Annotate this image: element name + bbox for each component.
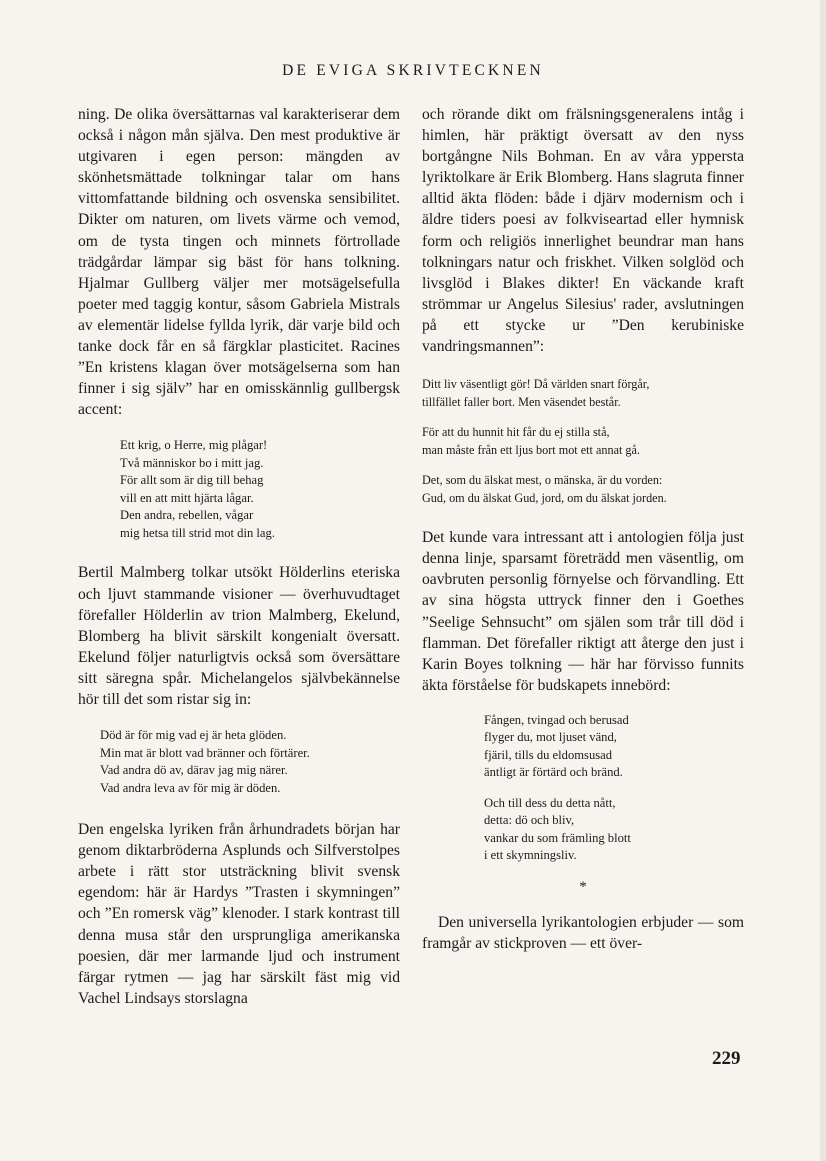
poem-line: i ett skymningsliv.	[484, 848, 577, 863]
poem-line: Det, som du älskat mest, o mänska, är du vorden:	[422, 473, 663, 488]
poem-line: tillfället faller bort. Men väsendet består.	[422, 394, 621, 409]
poem-line: mig hetsa till strid mot din lag.	[120, 525, 275, 540]
poem-line: vankar du som främling blott	[484, 830, 631, 845]
poem-line: Två människor bo i mitt jag.	[120, 455, 264, 470]
poem-line: äntligt är förtärd och bränd.	[484, 765, 623, 780]
poem-line: man måste från ett ljus bort mot ett annat gå.	[422, 442, 640, 457]
poem-line: Vad andra leva av för mig är döden.	[100, 780, 281, 795]
paragraph: Bertil Malmberg tolkar utsökt Hölderlins eteriska och ljuvt stammande visioner — överhuvudtaget förefaller Hölderlin av trion Malmberg, Ekelund, Blomberg ha blivit särskilt kongenialt översatt. Ekelund följer naturligtvis också som översättare sitt säregna spår. Michelangelos självbekännelse hör till det som ristar sig in:	[78, 564, 400, 708]
left-column	[78, 104, 400, 1009]
right-column	[422, 104, 744, 954]
poem-line: Ditt liv väsentligt gör! Då världen snart förgår,	[422, 377, 650, 392]
poem-line: Gud, om du älskat Gud, jord, om du älskat jorden.	[422, 490, 667, 505]
poem-block	[120, 437, 400, 542]
poem-block	[484, 712, 744, 865]
poem-block	[422, 376, 744, 507]
paragraph: Den universella lyrikantologien erbjuder — som framgår av stickproven — ett över-	[422, 913, 744, 952]
poem-line: Död är för mig vad ej är heta glöden.	[100, 728, 287, 743]
section-separator: *	[579, 878, 587, 895]
paragraph: ning. De olika översättarnas val karakteriserar dem också i någon mån själva. Den mest produktive är utgivaren i egen person: mängden av skönhetsmättade tolkningar talar om hans vittomfattande bildning och osvenska sensibilitet. Dikter om naturen, om livets värme och vemod, om de tysta tingen och minnets förtrollade trädgårdar lämpar sig bäst för hans tolkning. Hjalmar Gullberg väljer mer motsägelsefulla poeter med taggig kontur, såsom Gabriela Mistrals av elementär lidelse fyllda lyrik, där varje bild och tanke dock får en så färgklar plasticitet. Racines ”En kristens klagan över motsägelserna som han finner i sig själv” har en omisskännlig gullbergsk accent:	[78, 106, 400, 419]
stanza-break	[422, 411, 744, 424]
page-number: 229	[712, 1048, 741, 1069]
running-title: DE EVIGA SKRIVTECKNEN	[282, 62, 544, 79]
stanza-break	[422, 459, 744, 472]
paragraph: Det kunde vara intressant att i antologien följa just denna linje, sparsamt företrädd men väsentlig, om oavbruten personlig förnyelse och förvandling. Ett av sina högsta uttryck finner den i Goethes ”Seelige Sehnsucht” om själen som trår till död i flamman. Det förefaller riktigt att återge den just i Karin Boyes tolkning — här har förvisso funnits äkta förståelse för budskapets innebörd:	[422, 529, 744, 694]
poem-line: Fången, tvingad och berusad	[484, 712, 629, 727]
poem-block	[100, 727, 400, 797]
poem-line: Den andra, rebellen, vågar	[120, 508, 254, 523]
poem-line: För att du hunnit hit får du ej stilla stå,	[422, 425, 610, 440]
poem-line: vill en att mitt hjärta lågar.	[120, 490, 254, 505]
stanza-break	[484, 782, 744, 795]
poem-line: flyger du, mot ljuset vänd,	[484, 730, 617, 745]
poem-line: fjäril, tills du eldomsusad	[484, 747, 613, 762]
poem-line: För allt som är dig till behag	[120, 473, 264, 488]
poem-line: Och till dess du detta nått,	[484, 795, 616, 810]
paragraph: Den engelska lyriken från århundradets början har genom diktarbröderna Asplunds och Silfverstolpes arbete i rätt stor utsträckning blivit svensk egendom: här är Hardys ”Trasten i skymningen” och ”En romersk väg” klenoder. I stark kontrast till denna musa står den ursprungliga amerikanska poesien, där mer larmande ljud och instrument färgar rytmen — jag har särskilt fäst mig vid Vachel Lindsays storslagna	[78, 821, 400, 1007]
poem-line: detta: dö och bliv,	[484, 813, 575, 828]
poem-line: Ett krig, o Herre, mig plågar!	[120, 438, 268, 453]
poem-line: Vad andra dö av, därav jag mig närer.	[100, 763, 288, 778]
poem-line: Min mat är blott vad bränner och förtärer.	[100, 745, 310, 760]
page-edge	[820, 0, 826, 1161]
paragraph: och rörande dikt om frälsningsgeneralens intåg i himlen, här präktigt översatt av den nyss bortgångne Nils Bohman. En av våra yppersta lyriktolkare är Erik Blomberg. Hans slagruta finner alltid äkta flöden: både i djärv modernism och i äldre tiders poesi av folkviseartad eller hymnisk form och religiös innerlighet beundrar man hans tolkningars natur och friskhet. Vilken solglöd och livsglöd i Blakes dikter! En väckande kraft strömmar ur Angelus Silesius' rader, avslutningen på ett stycke ur ”Den kerubiniske vandringsmannen”:	[422, 106, 744, 356]
